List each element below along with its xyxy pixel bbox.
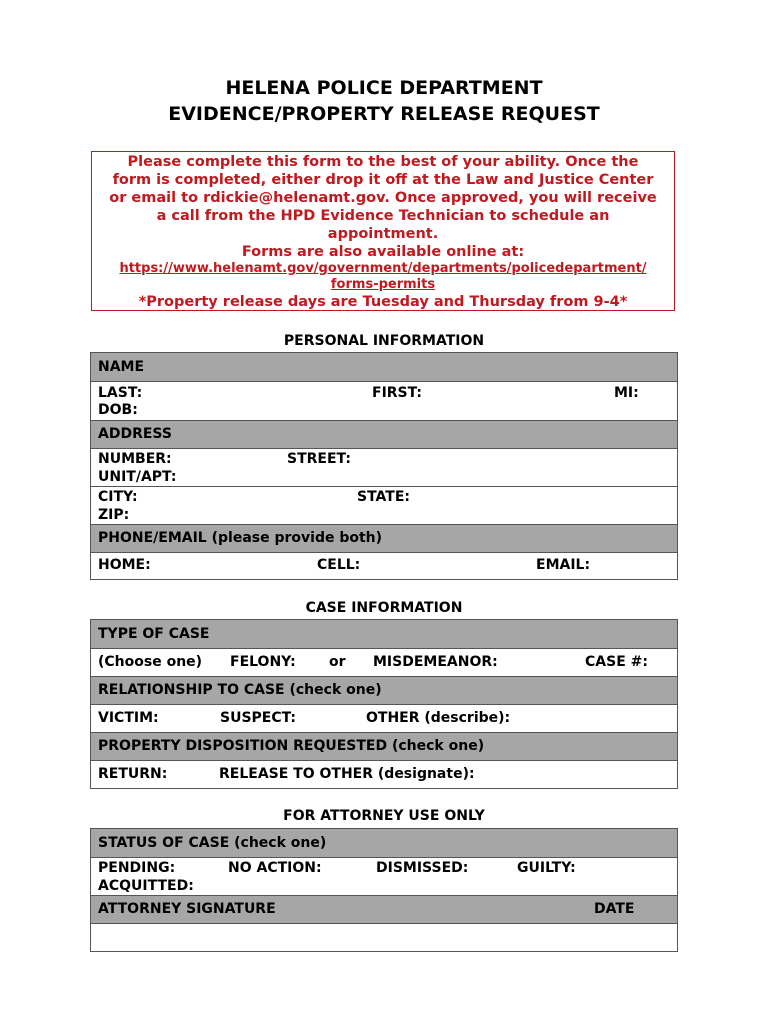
phone-email-header-row [91, 525, 677, 553]
address-header-row [91, 421, 677, 449]
form-title-line-2: EVIDENCE/PROPERTY RELEASE REQUEST [168, 103, 600, 125]
return-checkbox[interactable]: RETURN: [98, 766, 168, 782]
pending-checkbox[interactable]: PENDING: [98, 860, 176, 876]
release-days-note: *Property release days are Tuesday and Thursday from 9-4* [138, 294, 628, 310]
other-describe-field[interactable]: OTHER (describe): [366, 710, 511, 726]
personal-info-heading: PERSONAL INFORMATION [283, 333, 485, 349]
name-fields-row [91, 382, 677, 421]
release-to-other-field[interactable]: RELEASE TO OTHER (designate): [219, 766, 475, 782]
signature-header-row [91, 896, 677, 924]
phone-fields-row [91, 553, 677, 579]
last-name-field[interactable]: LAST: [98, 385, 143, 401]
case-number-field[interactable]: CASE #: [585, 654, 648, 670]
notice-line: Forms are also available online at: [241, 244, 525, 260]
dismissed-checkbox[interactable]: DISMISSED: [376, 860, 469, 876]
cell-phone-field[interactable]: CELL: [317, 557, 361, 573]
personal-info-table [90, 352, 678, 580]
guilty-checkbox[interactable]: GUILTY: [517, 860, 576, 876]
name-header: NAME [98, 359, 145, 375]
notice-line: Please complete this form to the best of your ability. Once the [127, 154, 639, 170]
state-field[interactable]: STATE: [357, 489, 411, 505]
disposition-header-row [91, 733, 677, 761]
case-type-header-row [91, 620, 677, 649]
date-label: DATE [594, 901, 635, 917]
forms-link-continued[interactable]: forms-permits [330, 277, 436, 292]
instructions-notice-box [91, 151, 675, 311]
street-fields-row [91, 449, 677, 487]
or-label: or [329, 654, 346, 670]
disposition-header: PROPERTY DISPOSITION REQUESTED (check one) [98, 738, 485, 754]
attorney-use-heading: FOR ATTORNEY USE ONLY [283, 808, 485, 824]
phone-email-header: PHONE/EMAIL (please provide both) [98, 530, 383, 546]
street-field[interactable]: STREET: [287, 451, 351, 467]
choose-one-label: (Choose one) [98, 654, 203, 670]
home-phone-field[interactable]: HOME: [98, 557, 151, 573]
email-field[interactable]: EMAIL: [536, 557, 591, 573]
victim-checkbox[interactable]: VICTIM: [98, 710, 159, 726]
disposition-row [91, 761, 677, 788]
city-field[interactable]: CITY: [98, 489, 138, 505]
notice-line: a call from the HPD Evidence Technician to schedule an [156, 208, 610, 224]
city-fields-row [91, 487, 677, 525]
street-number-field[interactable]: NUMBER: [98, 451, 172, 467]
status-header-row [91, 829, 677, 858]
relationship-header: RELATIONSHIP TO CASE (check one) [98, 682, 382, 698]
case-type-row [91, 649, 677, 677]
attorney-signature-label: ATTORNEY SIGNATURE [98, 901, 276, 917]
felony-checkbox[interactable]: FELONY: [230, 654, 296, 670]
form-title-line-1: HELENA POLICE DEPARTMENT [225, 77, 543, 99]
case-info-heading: CASE INFORMATION [305, 600, 463, 616]
notice-line: appointment. [327, 226, 439, 242]
dob-field[interactable]: DOB: [98, 402, 138, 418]
notice-line: or email to rdickie@helenamt.gov. Once approved, you will receive [109, 190, 657, 206]
misdemeanor-checkbox[interactable]: MISDEMEANOR: [373, 654, 498, 670]
middle-initial-field[interactable]: MI: [614, 385, 639, 401]
relationship-row [91, 705, 677, 733]
signature-row[interactable] [91, 924, 677, 951]
notice-line: form is completed, either drop it off at the Law and Justice Center [112, 172, 654, 188]
acquitted-checkbox[interactable]: ACQUITTED: [98, 878, 194, 894]
relationship-header-row [91, 677, 677, 705]
first-name-field[interactable]: FIRST: [372, 385, 423, 401]
case-type-header: TYPE OF CASE [98, 626, 210, 642]
forms-link[interactable]: https://www.helenamt.gov/government/departments/policedepartment/ [119, 261, 647, 276]
attorney-table [90, 828, 678, 952]
address-header: ADDRESS [98, 426, 172, 442]
name-header-row [91, 353, 677, 382]
unit-apt-field[interactable]: UNIT/APT: [98, 469, 177, 485]
case-info-table [90, 619, 678, 789]
status-row [91, 858, 677, 896]
suspect-checkbox[interactable]: SUSPECT: [220, 710, 297, 726]
status-header: STATUS OF CASE (check one) [98, 835, 327, 851]
no-action-checkbox[interactable]: NO ACTION: [228, 860, 322, 876]
zip-field[interactable]: ZIP: [98, 507, 130, 523]
